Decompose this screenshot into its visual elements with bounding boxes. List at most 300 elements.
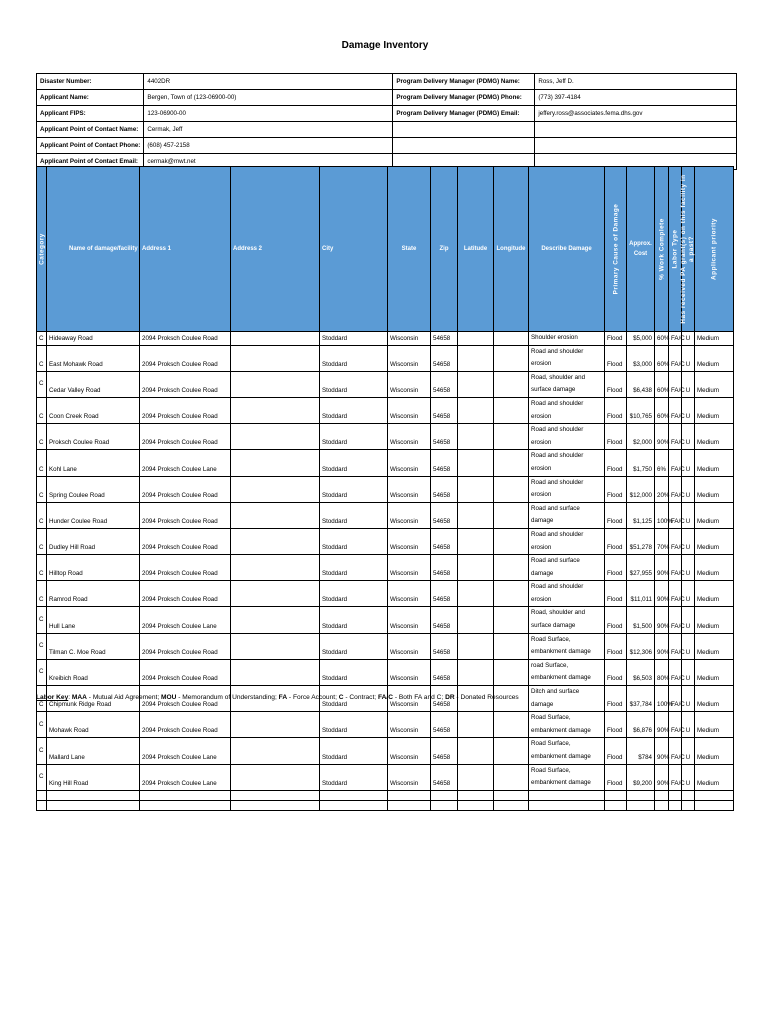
longitude-cell xyxy=(494,476,529,502)
facility-name-cell: Hunder Coulee Road xyxy=(47,502,140,528)
labor-type-cell: FA/C xyxy=(669,764,682,790)
facility-name-cell: Dudley Hill Road xyxy=(47,528,140,554)
city-cell: Stoddard xyxy=(320,345,388,371)
table-row xyxy=(37,424,734,450)
category-cell: C xyxy=(37,633,47,659)
applicant-info-table xyxy=(36,73,737,170)
address2-cell xyxy=(231,424,320,450)
zip-cell: 54658 xyxy=(431,659,458,685)
table-row xyxy=(37,712,734,738)
zip-cell xyxy=(431,790,458,800)
primary-cause-cell xyxy=(605,800,627,810)
labor-key xyxy=(36,694,519,701)
address1-cell: 2094 Proksch Coulee Road xyxy=(140,424,231,450)
priority-cell: Medium xyxy=(695,332,734,346)
state-cell: Wisconsin xyxy=(388,555,431,581)
primary-cause-cell: Flood xyxy=(605,738,627,764)
facility-name-cell: Proksch Coulee Road xyxy=(47,424,140,450)
city-cell: Stoddard xyxy=(320,332,388,346)
address1-cell: 2094 Proksch Coulee Road xyxy=(140,502,231,528)
info-value: (608) 457-2158 xyxy=(144,138,393,154)
work-complete-cell: 90% xyxy=(655,581,669,607)
damage-inventory-table xyxy=(36,166,734,811)
address1-cell: 2094 Proksch Coulee Road xyxy=(140,686,231,712)
zip-cell: 54658 xyxy=(431,502,458,528)
labor-type-cell xyxy=(669,800,682,810)
facility-name-cell: Mallard Lane xyxy=(47,738,140,764)
city-cell: Stoddard xyxy=(320,476,388,502)
blank-row xyxy=(37,800,734,810)
describe-damage-cell: Road Surface, embankment damage xyxy=(529,738,605,764)
latitude-cell xyxy=(458,332,494,346)
address2-cell xyxy=(231,371,320,397)
describe-damage-cell: Ditch and surface damage xyxy=(529,686,605,712)
priority-cell xyxy=(695,790,734,800)
received-pa-cell: U xyxy=(682,450,695,476)
city-cell: Stoddard xyxy=(320,450,388,476)
zip-cell: 54658 xyxy=(431,686,458,712)
info-value: 4402DR xyxy=(144,74,393,90)
col-header-work-complete: % Work Complete xyxy=(655,167,669,332)
address2-cell xyxy=(231,800,320,810)
category-cell: C xyxy=(37,371,47,397)
work-complete-cell: 20% xyxy=(655,476,669,502)
info-row xyxy=(37,122,737,138)
pdmg-label xyxy=(393,122,535,138)
received-pa-cell: U xyxy=(682,476,695,502)
priority-cell: Medium xyxy=(695,633,734,659)
approx-cost-cell: $51,278 xyxy=(627,528,655,554)
table-row xyxy=(37,332,734,346)
labor-key-desc: - Both FA and C; xyxy=(393,694,446,701)
work-complete-cell xyxy=(655,800,669,810)
priority-cell xyxy=(695,800,734,810)
priority-cell: Medium xyxy=(695,424,734,450)
work-complete-cell: 90% xyxy=(655,555,669,581)
work-complete-cell xyxy=(655,790,669,800)
zip-cell: 54658 xyxy=(431,581,458,607)
priority-cell: Medium xyxy=(695,581,734,607)
category-cell xyxy=(37,790,47,800)
state-cell: Wisconsin xyxy=(388,686,431,712)
priority-cell: Medium xyxy=(695,345,734,371)
work-complete-cell: 80% xyxy=(655,659,669,685)
latitude-cell xyxy=(458,764,494,790)
category-cell: C xyxy=(37,581,47,607)
labor-type-cell: FA/C xyxy=(669,738,682,764)
labor-key-desc: - Force Account; xyxy=(287,694,339,701)
labor-type-cell: FA/C xyxy=(669,450,682,476)
city-cell: Stoddard xyxy=(320,659,388,685)
describe-damage-cell: Road and shoulder erosion xyxy=(529,424,605,450)
longitude-cell xyxy=(494,502,529,528)
longitude-cell xyxy=(494,738,529,764)
state-cell xyxy=(388,800,431,810)
received-pa-cell: U xyxy=(682,528,695,554)
category-cell: C xyxy=(37,332,47,346)
table-row xyxy=(37,738,734,764)
describe-damage-cell: Road Surface, embankment damage xyxy=(529,633,605,659)
approx-cost-cell: $5,000 xyxy=(627,332,655,346)
latitude-cell xyxy=(458,790,494,800)
facility-name-cell: Kohl Lane xyxy=(47,450,140,476)
city-cell: Stoddard xyxy=(320,686,388,712)
work-complete-cell: 60% xyxy=(655,371,669,397)
address1-cell: 2094 Proksch Coulee Road xyxy=(140,476,231,502)
describe-damage-cell: Road and shoulder erosion xyxy=(529,581,605,607)
longitude-cell xyxy=(494,397,529,423)
describe-damage-cell: Road and shoulder erosion xyxy=(529,397,605,423)
city-cell: Stoddard xyxy=(320,607,388,633)
received-pa-cell: U xyxy=(682,686,695,712)
primary-cause-cell: Flood xyxy=(605,633,627,659)
address2-cell xyxy=(231,790,320,800)
priority-cell: Medium xyxy=(695,555,734,581)
address1-cell: 2094 Proksch Coulee Lane xyxy=(140,607,231,633)
labor-key-code: MOU xyxy=(161,694,177,701)
table-row xyxy=(37,633,734,659)
address1-cell: 2094 Proksch Coulee Road xyxy=(140,712,231,738)
category-cell: C xyxy=(37,397,47,423)
received-pa-cell: U xyxy=(682,712,695,738)
longitude-cell xyxy=(494,581,529,607)
labor-type-cell: FA/C xyxy=(669,581,682,607)
latitude-cell xyxy=(458,581,494,607)
priority-cell: Medium xyxy=(695,712,734,738)
primary-cause-cell xyxy=(605,790,627,800)
address1-cell: 2094 Proksch Coulee Road xyxy=(140,633,231,659)
city-cell: Stoddard xyxy=(320,371,388,397)
work-complete-cell: 90% xyxy=(655,738,669,764)
zip-cell: 54658 xyxy=(431,607,458,633)
describe-damage-cell: road Surface, embankment damage xyxy=(529,659,605,685)
labor-key-code: MAA xyxy=(71,694,87,701)
city-cell: Stoddard xyxy=(320,738,388,764)
state-cell: Wisconsin xyxy=(388,738,431,764)
labor-type-cell: FA/C xyxy=(669,712,682,738)
latitude-cell xyxy=(458,633,494,659)
latitude-cell xyxy=(458,607,494,633)
category-cell: C xyxy=(37,424,47,450)
longitude-cell xyxy=(494,712,529,738)
approx-cost-cell: $9,200 xyxy=(627,764,655,790)
facility-name-cell: Chipmunk Ridge Road xyxy=(47,686,140,712)
priority-cell: Medium xyxy=(695,397,734,423)
latitude-cell xyxy=(458,450,494,476)
facility-name-cell: Spring Coulee Road xyxy=(47,476,140,502)
state-cell: Wisconsin xyxy=(388,371,431,397)
longitude-cell xyxy=(494,800,529,810)
address2-cell xyxy=(231,738,320,764)
labor-type-cell: FA/C xyxy=(669,476,682,502)
page-title: Damage Inventory xyxy=(341,40,429,51)
table-row xyxy=(37,528,734,554)
approx-cost-cell: $784 xyxy=(627,738,655,764)
pdmg-label: Program Delivery Manager (PDMG) Phone: xyxy=(393,90,535,106)
primary-cause-cell: Flood xyxy=(605,450,627,476)
info-row xyxy=(37,90,737,106)
facility-name-cell: Hull Lane xyxy=(47,607,140,633)
col-header-city: City xyxy=(320,167,388,332)
category-cell: C xyxy=(37,607,47,633)
blank-row xyxy=(37,790,734,800)
info-row xyxy=(37,74,737,90)
pdmg-label: Program Delivery Manager (PDMG) Email: xyxy=(393,106,535,122)
approx-cost-cell: $37,784 xyxy=(627,686,655,712)
longitude-cell xyxy=(494,555,529,581)
facility-name-cell xyxy=(47,790,140,800)
address2-cell xyxy=(231,397,320,423)
work-complete-cell: 90% xyxy=(655,607,669,633)
zip-cell: 54658 xyxy=(431,476,458,502)
address1-cell: 2094 Proksch Coulee Lane xyxy=(140,450,231,476)
city-cell: Stoddard xyxy=(320,397,388,423)
col-header-priority: Applicant priority xyxy=(695,167,734,332)
col-header-latitude: Latitude xyxy=(458,167,494,332)
info-value: cermak@mwt.net xyxy=(144,154,393,170)
facility-name-cell: Cedar Valley Road xyxy=(47,371,140,397)
info-value: Bergen, Town of (123-06900-00) xyxy=(144,90,393,106)
pdmg-value: Ross, Jeff D. xyxy=(535,74,737,90)
labor-key-colon: : xyxy=(68,694,72,701)
category-cell xyxy=(37,800,47,810)
priority-cell: Medium xyxy=(695,528,734,554)
priority-cell: Medium xyxy=(695,738,734,764)
work-complete-cell: 100% xyxy=(655,502,669,528)
describe-damage-cell: Road Surface, embankment damage xyxy=(529,764,605,790)
address2-cell xyxy=(231,607,320,633)
received-pa-cell: U xyxy=(682,764,695,790)
zip-cell: 54658 xyxy=(431,555,458,581)
category-cell: C xyxy=(37,712,47,738)
address1-cell: 2094 Proksch Coulee Lane xyxy=(140,764,231,790)
category-cell: C xyxy=(37,502,47,528)
received-pa-cell: U xyxy=(682,397,695,423)
facility-name-cell: Hideaway Road xyxy=(47,332,140,346)
info-label: Applicant Name: xyxy=(37,90,144,106)
priority-cell: Medium xyxy=(695,476,734,502)
latitude-cell xyxy=(458,502,494,528)
state-cell: Wisconsin xyxy=(388,633,431,659)
address2-cell xyxy=(231,581,320,607)
labor-type-cell: FA/C xyxy=(669,659,682,685)
col-header-labor-type: Labor Type xyxy=(669,167,682,332)
address2-cell xyxy=(231,712,320,738)
describe-damage-cell: Shoulder erosion xyxy=(529,332,605,346)
city-cell: Stoddard xyxy=(320,712,388,738)
describe-damage-cell: Road and surface damage xyxy=(529,502,605,528)
priority-cell: Medium xyxy=(695,371,734,397)
primary-cause-cell: Flood xyxy=(605,397,627,423)
col-header-primary-cause: Primary Cause of Damage xyxy=(605,167,627,332)
work-complete-cell: 60% xyxy=(655,332,669,346)
approx-cost-cell: $1,500 xyxy=(627,607,655,633)
work-complete-cell: 60% xyxy=(655,345,669,371)
work-complete-cell: 60% xyxy=(655,397,669,423)
received-pa-cell: U xyxy=(682,371,695,397)
labor-type-cell: FA/C xyxy=(669,424,682,450)
state-cell xyxy=(388,790,431,800)
describe-damage-cell: Road and shoulder erosion xyxy=(529,345,605,371)
latitude-cell xyxy=(458,800,494,810)
facility-name-cell: Kreibich Road xyxy=(47,659,140,685)
labor-type-cell: FA/C xyxy=(669,345,682,371)
address2-cell xyxy=(231,555,320,581)
zip-cell: 54658 xyxy=(431,450,458,476)
state-cell: Wisconsin xyxy=(388,659,431,685)
address2-cell xyxy=(231,633,320,659)
work-complete-cell: 100% xyxy=(655,686,669,712)
longitude-cell xyxy=(494,633,529,659)
labor-type-cell: FA/C xyxy=(669,686,682,712)
received-pa-cell: U xyxy=(682,555,695,581)
primary-cause-cell: Flood xyxy=(605,332,627,346)
col-header-received-pa: Has received PA grant(s) on this facility in a past? xyxy=(682,167,695,332)
labor-key-desc: - Memorandum of Understanding; xyxy=(176,694,279,701)
city-cell xyxy=(320,790,388,800)
labor-type-cell xyxy=(669,790,682,800)
labor-key-desc: - Contract; xyxy=(343,694,378,701)
table-row xyxy=(37,659,734,685)
priority-cell: Medium xyxy=(695,607,734,633)
primary-cause-cell: Flood xyxy=(605,581,627,607)
table-row xyxy=(37,581,734,607)
describe-damage-cell: Road and shoulder erosion xyxy=(529,528,605,554)
header-row xyxy=(37,167,734,332)
info-label: Applicant FIPS: xyxy=(37,106,144,122)
describe-damage-cell xyxy=(529,790,605,800)
table-row xyxy=(37,555,734,581)
labor-type-cell: FA/C xyxy=(669,332,682,346)
city-cell: Stoddard xyxy=(320,528,388,554)
pdmg-value: (773) 397-4184 xyxy=(535,90,737,106)
latitude-cell xyxy=(458,712,494,738)
describe-damage-cell: Road, shoulder and surface damage xyxy=(529,607,605,633)
state-cell: Wisconsin xyxy=(388,764,431,790)
received-pa-cell: U xyxy=(682,332,695,346)
address1-cell: 2094 Proksch Coulee Road xyxy=(140,397,231,423)
state-cell: Wisconsin xyxy=(388,450,431,476)
address1-cell xyxy=(140,800,231,810)
address2-cell xyxy=(231,450,320,476)
table-row xyxy=(37,764,734,790)
zip-cell: 54658 xyxy=(431,397,458,423)
zip-cell: 54658 xyxy=(431,633,458,659)
pdmg-value xyxy=(535,122,737,138)
state-cell: Wisconsin xyxy=(388,502,431,528)
latitude-cell xyxy=(458,476,494,502)
info-row xyxy=(37,138,737,154)
col-header-describe: Describe Damage xyxy=(529,167,605,332)
category-cell: C xyxy=(37,686,47,712)
state-cell: Wisconsin xyxy=(388,607,431,633)
latitude-cell xyxy=(458,528,494,554)
facility-name-cell: Hilltop Road xyxy=(47,555,140,581)
received-pa-cell: U xyxy=(682,607,695,633)
work-complete-cell: 6% xyxy=(655,450,669,476)
city-cell: Stoddard xyxy=(320,633,388,659)
address1-cell: 2094 Proksch Coulee Road xyxy=(140,345,231,371)
approx-cost-cell: $12,000 xyxy=(627,476,655,502)
work-complete-cell: 90% xyxy=(655,764,669,790)
address1-cell: 2094 Proksch Coulee Road xyxy=(140,528,231,554)
category-cell: C xyxy=(37,528,47,554)
address2-cell xyxy=(231,476,320,502)
info-label: Disaster Number: xyxy=(37,74,144,90)
primary-cause-cell: Flood xyxy=(605,345,627,371)
category-cell: C xyxy=(37,659,47,685)
primary-cause-cell: Flood xyxy=(605,686,627,712)
address1-cell: 2094 Proksch Coulee Road xyxy=(140,581,231,607)
latitude-cell xyxy=(458,397,494,423)
zip-cell: 54658 xyxy=(431,424,458,450)
approx-cost-cell: $3,000 xyxy=(627,345,655,371)
state-cell: Wisconsin xyxy=(388,424,431,450)
city-cell: Stoddard xyxy=(320,581,388,607)
facility-name-cell: East Mohawk Road xyxy=(47,345,140,371)
primary-cause-cell: Flood xyxy=(605,659,627,685)
work-complete-cell: 90% xyxy=(655,712,669,738)
zip-cell: 54658 xyxy=(431,528,458,554)
state-cell: Wisconsin xyxy=(388,345,431,371)
city-cell: Stoddard xyxy=(320,424,388,450)
received-pa-cell xyxy=(682,800,695,810)
latitude-cell xyxy=(458,424,494,450)
approx-cost-cell: $6,503 xyxy=(627,659,655,685)
zip-cell: 54658 xyxy=(431,345,458,371)
table-row xyxy=(37,476,734,502)
address1-cell xyxy=(140,790,231,800)
approx-cost-cell: $6,876 xyxy=(627,712,655,738)
category-cell: C xyxy=(37,450,47,476)
state-cell: Wisconsin xyxy=(388,332,431,346)
describe-damage-cell: Road and surface damage xyxy=(529,555,605,581)
table-row xyxy=(37,607,734,633)
table-row xyxy=(37,371,734,397)
col-header-zip: Zip xyxy=(431,167,458,332)
info-label: Applicant Point of Contact Email: xyxy=(37,154,144,170)
approx-cost-cell: $1,125 xyxy=(627,502,655,528)
approx-cost-cell: $10,765 xyxy=(627,397,655,423)
work-complete-cell: 90% xyxy=(655,424,669,450)
col-header-name: Name of damage/facility xyxy=(47,167,140,332)
latitude-cell xyxy=(458,738,494,764)
labor-type-cell: FA/C xyxy=(669,633,682,659)
address2-cell xyxy=(231,332,320,346)
labor-key-desc: - Mutual Aid Agreement; xyxy=(86,694,161,701)
category-cell: C xyxy=(37,476,47,502)
latitude-cell xyxy=(458,371,494,397)
describe-damage-cell xyxy=(529,800,605,810)
table-row xyxy=(37,502,734,528)
city-cell: Stoddard xyxy=(320,502,388,528)
received-pa-cell: U xyxy=(682,633,695,659)
address1-cell: 2094 Proksch Coulee Road xyxy=(140,659,231,685)
latitude-cell xyxy=(458,345,494,371)
labor-type-cell: FA/C xyxy=(669,528,682,554)
describe-damage-cell: Road, shoulder and surface damage xyxy=(529,371,605,397)
col-header-address1: Address 1 xyxy=(140,167,231,332)
received-pa-cell xyxy=(682,790,695,800)
zip-cell: 54658 xyxy=(431,332,458,346)
pdmg-value xyxy=(535,138,737,154)
longitude-cell xyxy=(494,424,529,450)
zip-cell xyxy=(431,800,458,810)
address2-cell xyxy=(231,659,320,685)
col-header-address2: Address 2 xyxy=(231,167,320,332)
city-cell: Stoddard xyxy=(320,764,388,790)
facility-name-cell: Tilman C. Moe Road xyxy=(47,633,140,659)
